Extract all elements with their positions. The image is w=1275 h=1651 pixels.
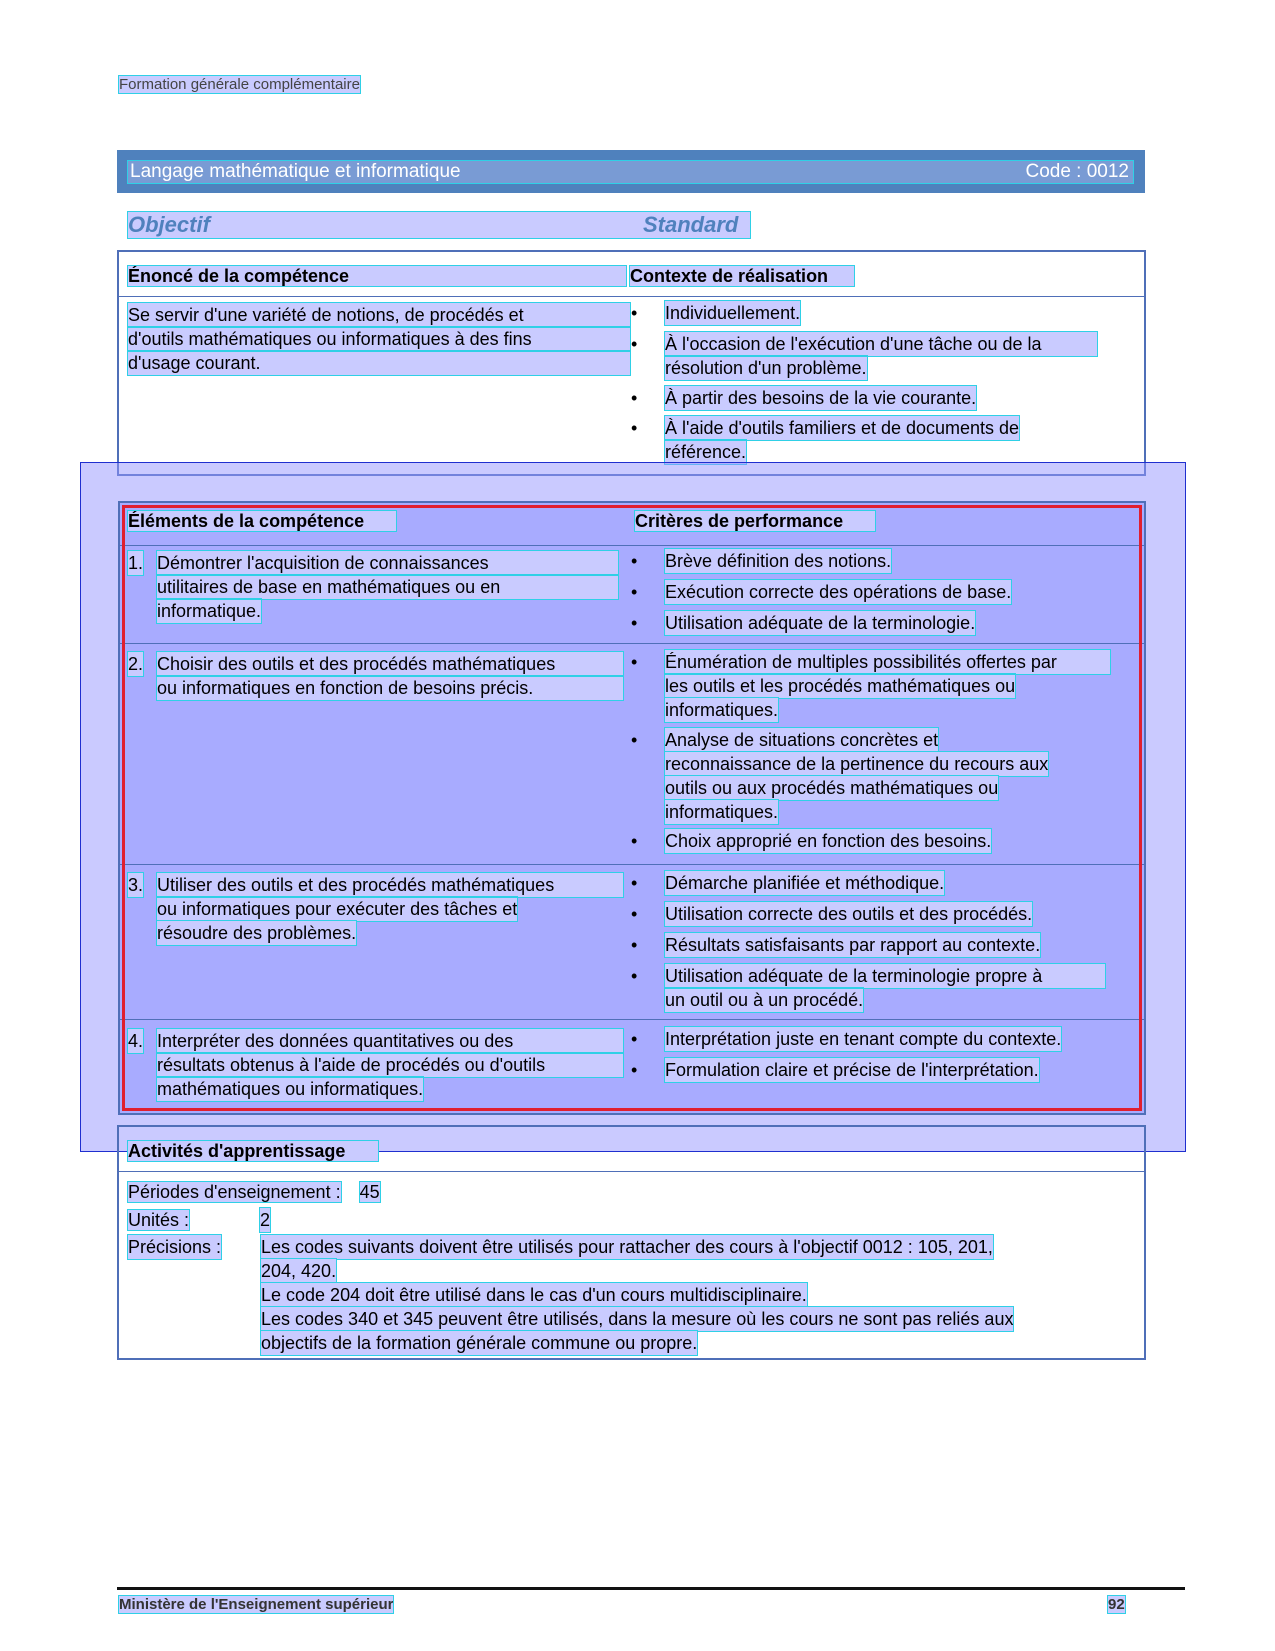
criterion: • Choix approprié en fonction des besoins. [631, 831, 992, 851]
criterion: • Interprétation juste en tenant compte du contexte. [631, 1029, 1062, 1049]
running-head: Formation générale complémentaire [119, 76, 360, 93]
page-number: 92 [1108, 1596, 1125, 1613]
context-item: • Individuellement. [631, 303, 801, 323]
statement-line: d'outils mathématiques ou informatiques à des fins [128, 327, 630, 351]
course-title: Langage mathématique et informatique [130, 161, 461, 182]
competence-statement [128, 303, 630, 375]
precisions-text: Les codes suivants doivent être utilisés pour rattacher des cours à l'objectif 0012 : 105, 201, 204, 420. Le code 204 doit être utilisé dans le cas d'un cours multidisciplinaire. Les codes 340 et 345 peuvent être utilisés, dans la mesure où les cours ne sont pas reliés aux objectifs de la formation générale commune ou propre. [261, 1237, 1014, 1353]
element-number: 2. [128, 654, 144, 674]
course-code: Code : 0012 [1025, 161, 1129, 182]
context-header: Contexte de réalisation [630, 266, 854, 286]
title-text [128, 161, 1133, 183]
element-row-2: 2. Choisir des outils et des procédés mathématiques ou informatiques en fonction de besoins précis. [128, 652, 623, 700]
units-row [128, 1208, 189, 1232]
bullet-icon: • [631, 388, 638, 408]
units-value: 2 [260, 1210, 271, 1230]
context-item: • À partir des besoins de la vie courante. [631, 388, 977, 408]
criterion: • Démarche planifiée et méthodique. [631, 873, 945, 893]
footer-rule [117, 1587, 1185, 1590]
criteria-header: Critères de performance [635, 511, 875, 531]
element-number: 4. [128, 1031, 144, 1051]
elements-header: Éléments de la compétence [128, 511, 396, 531]
criterion: • Énumération de multiples possibilités offertes par les outils et les procédés mathématiques ou informatiques. [665, 650, 1110, 722]
standard-label: Standard [643, 212, 739, 237]
bullet-icon: • [631, 334, 638, 354]
element-row-4: 4. Interpréter des données quantitatives ou des résultats obtenus à l'aide de procédés ou d'outils mathématiques ou informatiques. [128, 1029, 623, 1101]
criterion: • Résultats satisfaisants par rapport au contexte. [631, 935, 1041, 955]
statement-line: d'usage courant. [128, 351, 630, 375]
bullet-icon: • [631, 303, 638, 323]
competence-statement-header: Énoncé de la compétence [128, 266, 626, 286]
criterion: • Utilisation adéquate de la terminologie propre à un outil ou à un procédé. [665, 964, 1105, 1012]
element-row-1: 1. Démontrer l'acquisition de connaissances utilitaires de base en mathématiques ou en informatique. [128, 551, 618, 623]
criterion: • Analyse de situations concrètes et reconnaissance de la pertinence du recours aux outils ou aux procédés mathématiques ou informatiques. [631, 730, 1049, 822]
criterion: • Utilisation adéquate de la terminologie. [631, 613, 976, 633]
criterion: • Exécution correcte des opérations de base. [631, 582, 1012, 602]
units-label: Unités : [128, 1210, 190, 1230]
element-number: 1. [128, 553, 144, 573]
column-labels [128, 212, 750, 238]
footer-ministry: Ministère de l'Enseignement supérieur [119, 1596, 394, 1613]
criterion: • Utilisation correcte des outils et des procédés. [631, 904, 1033, 924]
periods-label: Périodes d'enseignement : [128, 1182, 341, 1202]
objectif-label: Objectif [128, 212, 210, 237]
bullet-icon: • [631, 418, 638, 438]
periods-row [128, 1180, 380, 1204]
element-number: 3. [128, 875, 144, 895]
criterion: • Brève définition des notions. [631, 551, 892, 571]
statement-line: Se servir d'une variété de notions, de procédés et [128, 303, 630, 327]
precisions-label: Précisions : [128, 1237, 222, 1257]
periods-value: 45 [359, 1182, 380, 1202]
context-item: • À l'occasion de l'exécution d'une tâche ou de la résolution d'un problème. [665, 332, 1097, 380]
criterion: • Formulation claire et précise de l'interprétation. [631, 1060, 1039, 1080]
context-item: • À l'aide d'outils familiers et de documents de référence. [631, 418, 1020, 462]
element-row-3: 3. Utiliser des outils et des procédés mathématiques ou informatiques pour exécuter des tâches et résoudre des problèmes. [128, 873, 623, 945]
activities-header: Activités d'apprentissage [128, 1141, 378, 1161]
